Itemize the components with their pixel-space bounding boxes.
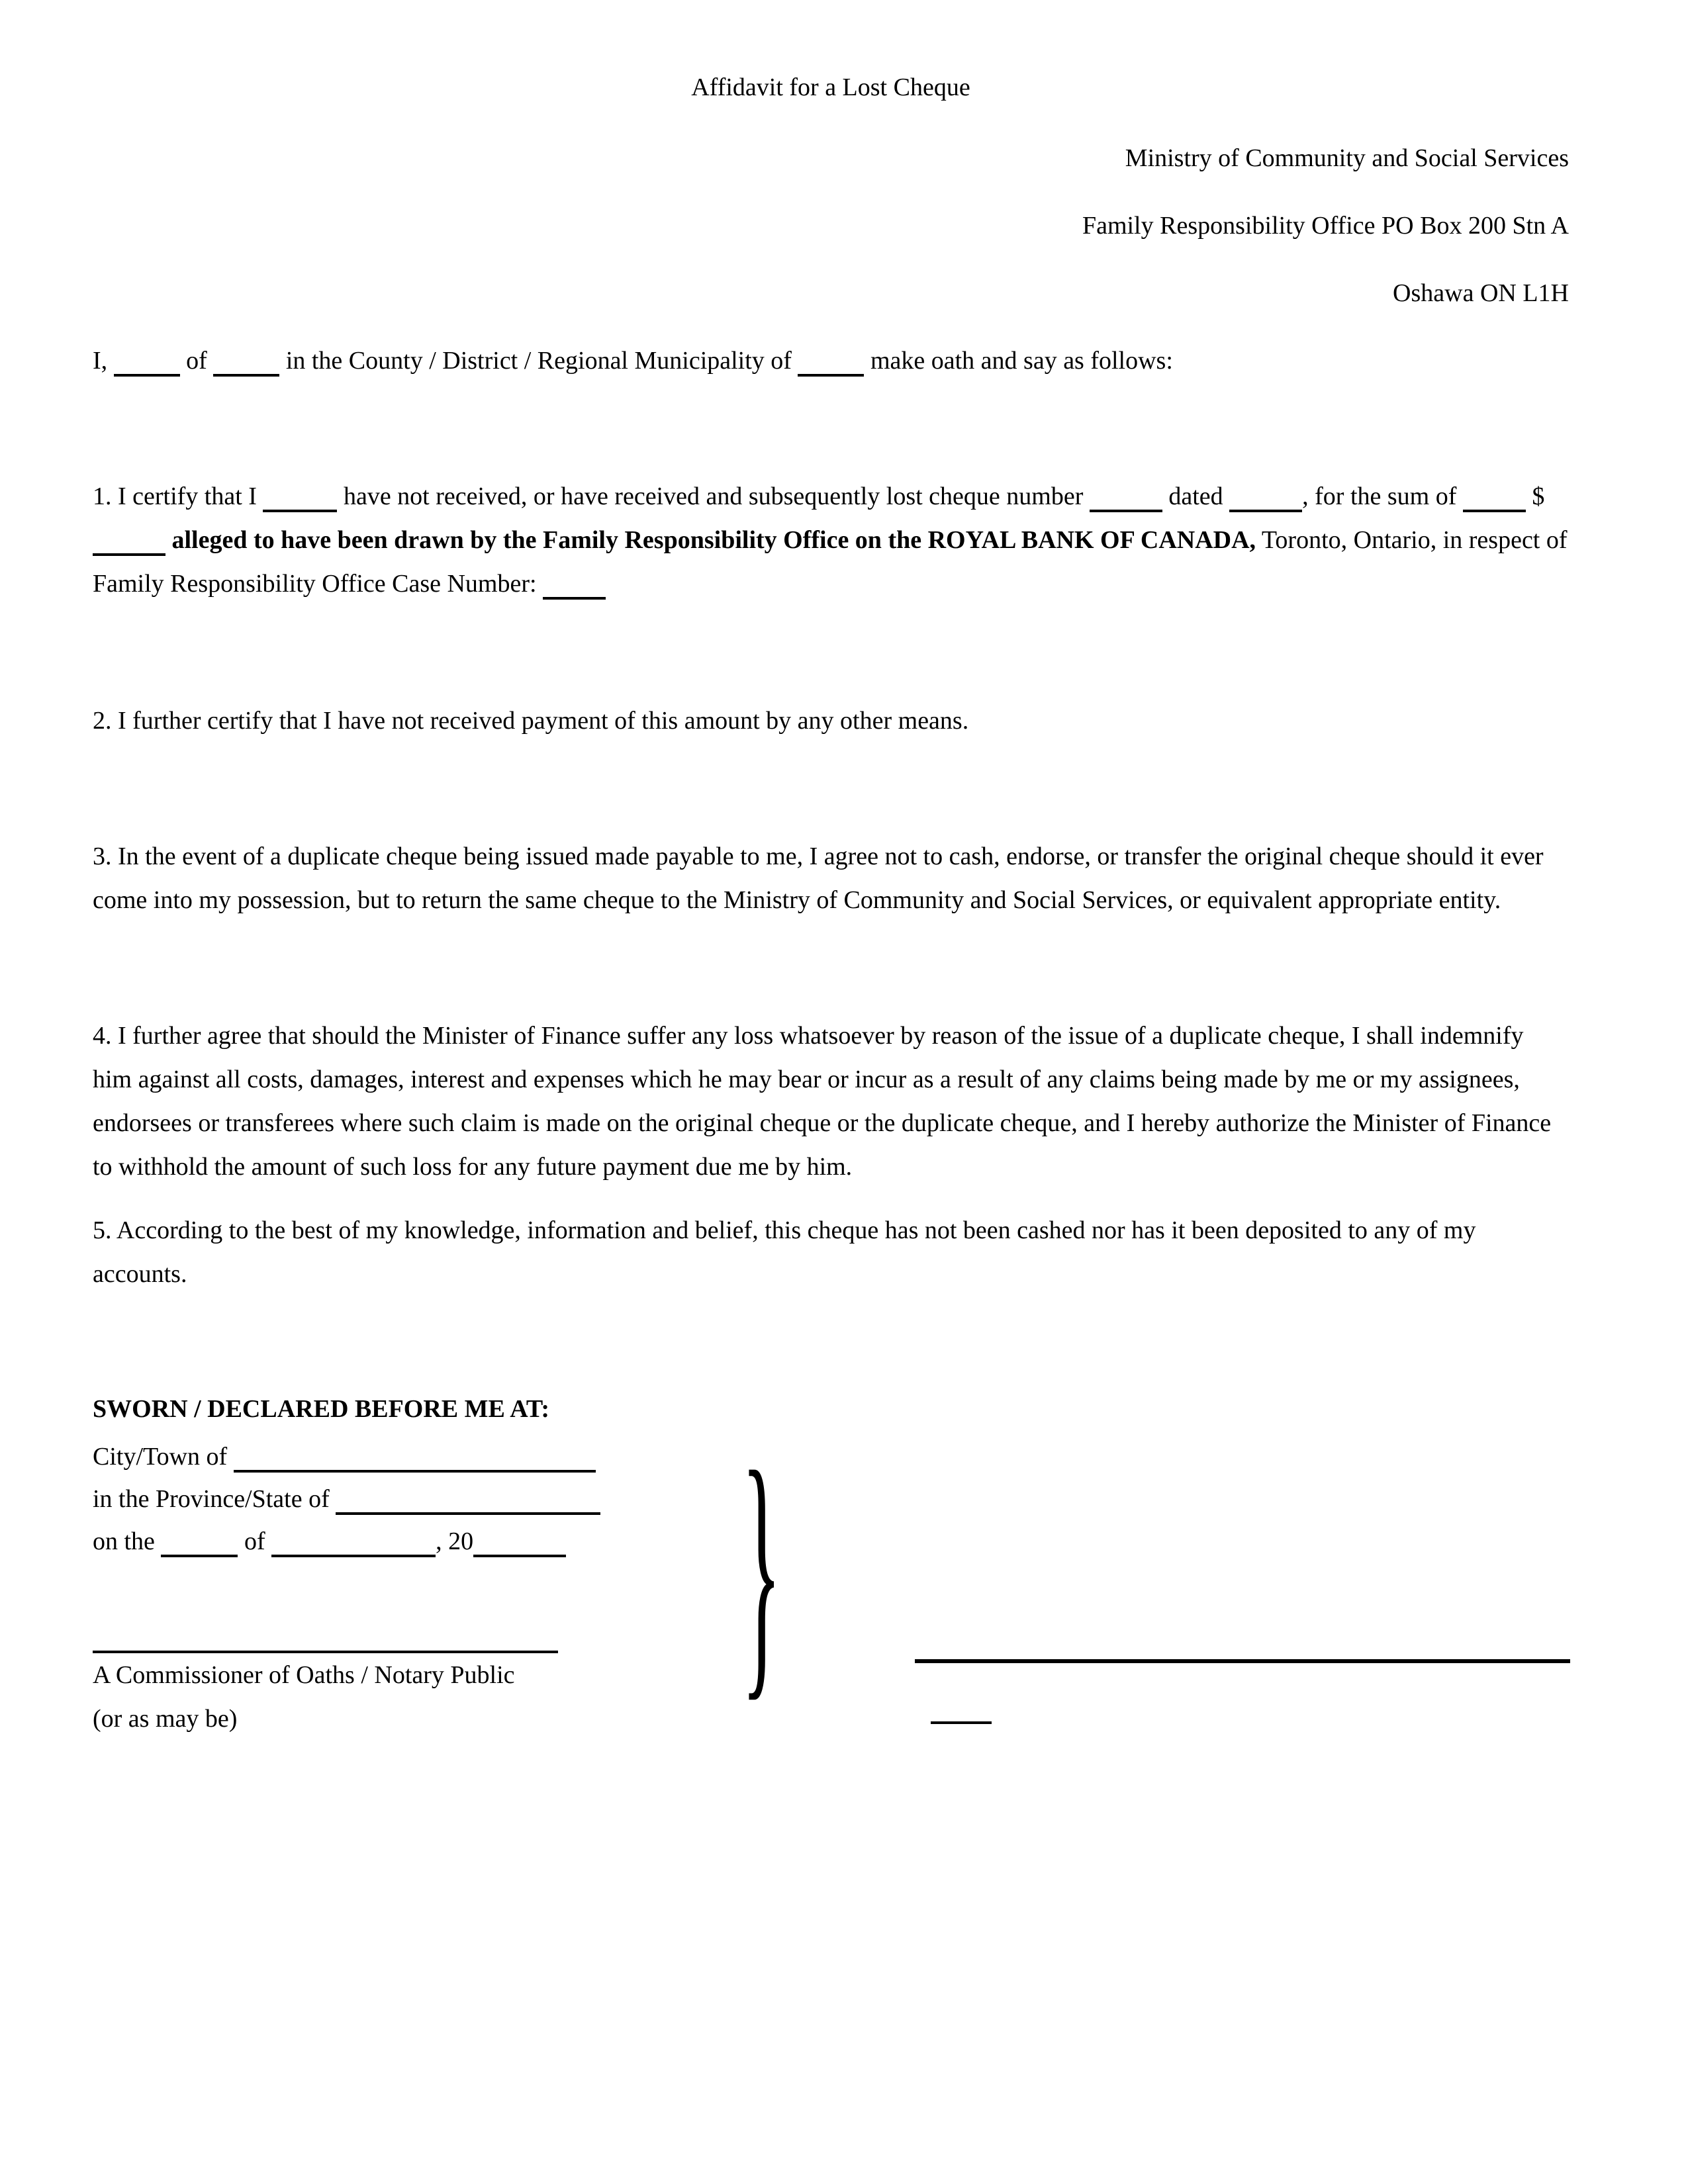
province-state-row (93, 1477, 600, 1521)
clause-1-text: , for the sum of (1302, 482, 1463, 510)
deponent-name-blank (114, 354, 180, 377)
city-postal-line: Oshawa ON L1H (1393, 279, 1569, 307)
or-as-may-be-label: (or as may be) (93, 1705, 238, 1733)
clause-1-paragraph (93, 475, 1569, 606)
clause-3-paragraph: 3. In the event of a duplicate cheque being issued made payable to me, I agree not to cash, endorse, or transfer the original cheque should it ever come into my possession, but to return the same cheque to the Ministry of Community and Social Services, or equivalent appropriate entity. (93, 842, 1544, 914)
sum-words-blank (1463, 490, 1526, 512)
intro-text: make oath and say as follows: (864, 347, 1173, 375)
deponent-short-line (931, 1721, 992, 1724)
municipality-blank (798, 354, 864, 377)
commissioner-label: A Commissioner of Oaths / Notary Public (93, 1661, 515, 1689)
deponent-signature-line (915, 1659, 1570, 1663)
page-title: Affidavit for a Lost Cheque (691, 73, 970, 101)
clause-1-text: have not received, or have received and subsequently lost cheque number (337, 482, 1090, 510)
month-blank (271, 1535, 436, 1557)
clause-1-text: $ (1525, 482, 1545, 510)
city-town-blank (234, 1450, 596, 1473)
intro-text: of (179, 347, 214, 375)
intro-text: in the County / District / Regional Municipality of (279, 347, 798, 375)
province-state-blank (336, 1492, 600, 1515)
deponent-place-blank (213, 354, 279, 377)
cheque-number-blank (1090, 490, 1162, 512)
city-town-label: City/Town of (93, 1443, 234, 1471)
date-label: , 20 (436, 1527, 474, 1555)
day-blank (161, 1535, 238, 1557)
clause-1-text: 1. I certify that I (93, 482, 263, 510)
bold-bank-clause: alleged to have been drawn by the Family Responsibility Office on the ROYAL BANK OF CANADA, (165, 526, 1256, 554)
cheque-date-blank (1229, 490, 1302, 512)
sworn-header: SWORN / DECLARED BEFORE ME AT: (93, 1395, 550, 1423)
province-state-label: in the Province/State of (93, 1485, 336, 1513)
date-row (93, 1520, 566, 1563)
certify-name-blank (263, 490, 337, 512)
clause-5-paragraph: 5. According to the best of my knowledge, information and belief, this cheque has not been cashed nor has it been deposited to any of my accounts. (93, 1216, 1476, 1288)
date-label: on the (93, 1527, 162, 1555)
year-blank (473, 1535, 566, 1557)
ministry-line: Ministry of Community and Social Services (1125, 144, 1569, 172)
city-town-row (93, 1435, 596, 1479)
oath-intro-paragraph (93, 339, 1569, 383)
clause-1-text: Toronto, Ontario, in respect of Family Responsibility Office Case Number: (93, 526, 1568, 598)
intro-text: I, (93, 347, 114, 375)
clause-4-paragraph: 4. I further agree that should the Minister of Finance suffer any loss whatsoever by reason of the issue of a duplicate cheque, I shall indemnify him against all costs, damages, interest and expenses which he may bear or incur as a result of any claims being made by me or my assignees, endorsees or transferees where such claim is made on the original cheque or the duplicate cheque, and I hereby authorize the Minister of Finance to withhold the amount of such loss for any future payment due me by him. (93, 1022, 1552, 1181)
curly-brace-icon: } (741, 1415, 782, 1723)
case-number-blank (543, 577, 606, 600)
clause-2-paragraph: 2. I further certify that I have not received payment of this amount by any other means. (93, 707, 969, 735)
jurat-section (93, 1387, 1569, 1784)
clause-1-text: dated (1162, 482, 1230, 510)
office-address-line: Family Responsibility Office PO Box 200 Stn A (1082, 212, 1569, 240)
date-label: of (238, 1527, 272, 1555)
sum-amount-blank (93, 533, 165, 556)
